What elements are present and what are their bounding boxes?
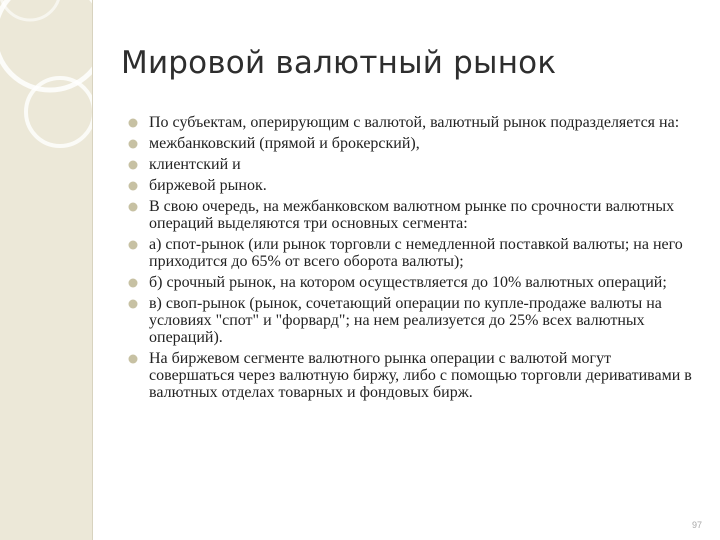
circle-bullet-icon [128,202,138,212]
bullet-text: клиентский и [149,156,241,173]
list-item [128,236,693,270]
ring-small [0,0,60,20]
bullet-text: а) спот-рынок (или рынок торговли с немедленной поставкой валюты; на него приходится до 65% от всего оборота валюты); [149,236,683,270]
circle-bullet-icon [128,354,138,364]
circle-bullet-icon [128,278,138,288]
circle-bullet-icon [128,181,138,191]
bullet-list [128,114,693,405]
bullet-text: б) срочный рынок, на котором осуществляется до 10% валютных операций; [149,274,667,291]
slide-title: Мировой валютный рынок [121,45,557,81]
bullet-text: В свою очередь, на межбанковском валютном рынке по срочности валютных операций выделяются три основных сегмента: [149,198,675,232]
circle-bullet-icon [128,240,138,250]
sidebar-decoration [0,0,92,540]
bullet-text: в) своп-рынок (рынок, сочетающий операции по купле-продаже валюты на условиях "спот" и "форвард"; на нем реализуется до 25% всех валютных операций). [149,295,662,346]
bullet-text: По субъектам, оперирующим с валютой, валютный рынок подразделяется на: [149,114,680,131]
list-item [128,135,693,152]
list-item [128,177,693,194]
list-item [128,156,693,173]
list-item [128,114,693,131]
list-item [128,350,693,401]
circle-bullet-icon [128,299,138,309]
circle-bullet-icon [128,160,138,170]
list-item [128,295,693,346]
bullet-text: биржевой рынок. [149,177,267,194]
list-item [128,198,693,232]
circle-bullet-icon [128,118,138,128]
circle-bullet-icon [128,139,138,149]
list-item [128,274,693,291]
sidebar-divider [92,0,93,540]
ring-decoration [0,0,92,540]
bullet-text: межбанковский (прямой и брокерский), [149,135,420,152]
bullet-text: На биржевом сегменте валютного рынка операции с валютой могут совершаться через валютную биржу, либо с помощью торговли деривативами в валютных отделах товарных и фондовых бирж. [149,350,692,401]
page-number: 97 [691,520,702,530]
